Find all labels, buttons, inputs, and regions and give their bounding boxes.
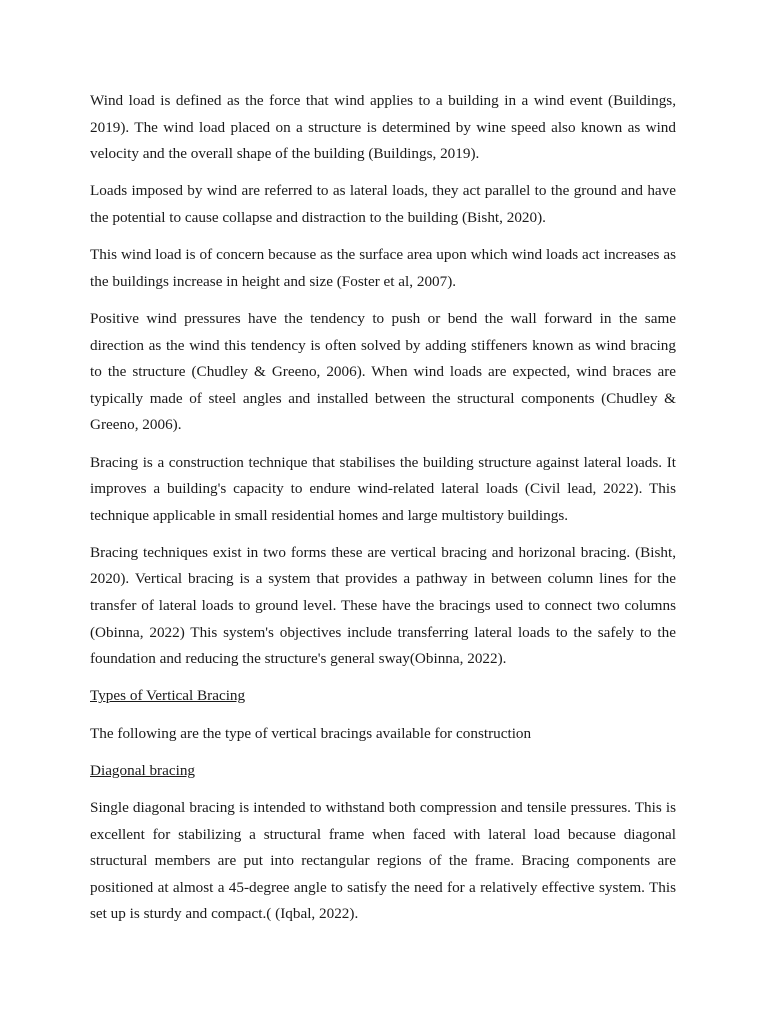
paragraph-lateral-loads: Loads imposed by wind are referred to as lateral loads, they act parallel to the ground and have the potential to cause collapse and distraction to the building (Bisht, 2020).: [90, 182, 676, 226]
paragraph-types-intro: The following are the type of vertical bracings available for construction: [90, 724, 532, 742]
paragraph-bracing-forms: Bracing techniques exist in two forms these are vertical bracing and horizonal bracing. (Bisht, 2020). Vertical bracing is a system that provides a pathway in between column lines for the transfer of lateral loads to ground level. These have the bracings used to connect two columns (Obinna, 2022) This system's objectives include transferring lateral loads to the safely to the foundation and reducing the structure's general sway(Obinna, 2022).: [90, 543, 676, 668]
heading-diagonal-bracing: Diagonal bracing: [90, 761, 196, 779]
paragraph-diagonal-bracing: Single diagonal bracing is intended to withstand both compression and tensile pressures. This is excellent for stabilizing a structural frame when faced with lateral load because diagonal structural members are put into rectangular regions of the frame. Bracing components are positioned at almost a 45-degree angle to satisfy the need for a relatively effective system. This set up is sturdy and compact.( (Iqbal, 2022).: [90, 799, 676, 923]
paragraph-wind-load-definition: Wind load is defined as the force that wind applies to a building in a wind event (Buildings, 2019). The wind load placed on a structure is determined by wine speed also known as wind velocity and the overall shape of the building (Buildings, 2019).: [90, 92, 676, 163]
paragraph-positive-wind-pressures: Positive wind pressures have the tendency to push or bend the wall forward in the same direction as the wind this tendency is often solved by adding stiffeners known as wind bracing to the structure (Chudley & Greeno, 2006). When wind loads are expected, wind braces are typically made of steel angles and installed between the structural components (Chudley & Greeno, 2006).: [90, 309, 676, 434]
paragraph-bracing-technique: Bracing is a construction technique that stabilises the building structure against lateral loads. It improves a building's capacity to endure wind-related lateral loads (Civil lead, 2022). This technique applicable in small residential homes and large multistory buildings.: [90, 453, 676, 524]
paragraph-wind-load-concern: This wind load is of concern because as the surface area upon which wind loads act increases as the buildings increase in height and size (Foster et al, 2007).: [90, 246, 676, 290]
heading-types-of-vertical-bracing: Types of Vertical Bracing: [90, 687, 246, 705]
document-page: [90, 88, 676, 939]
